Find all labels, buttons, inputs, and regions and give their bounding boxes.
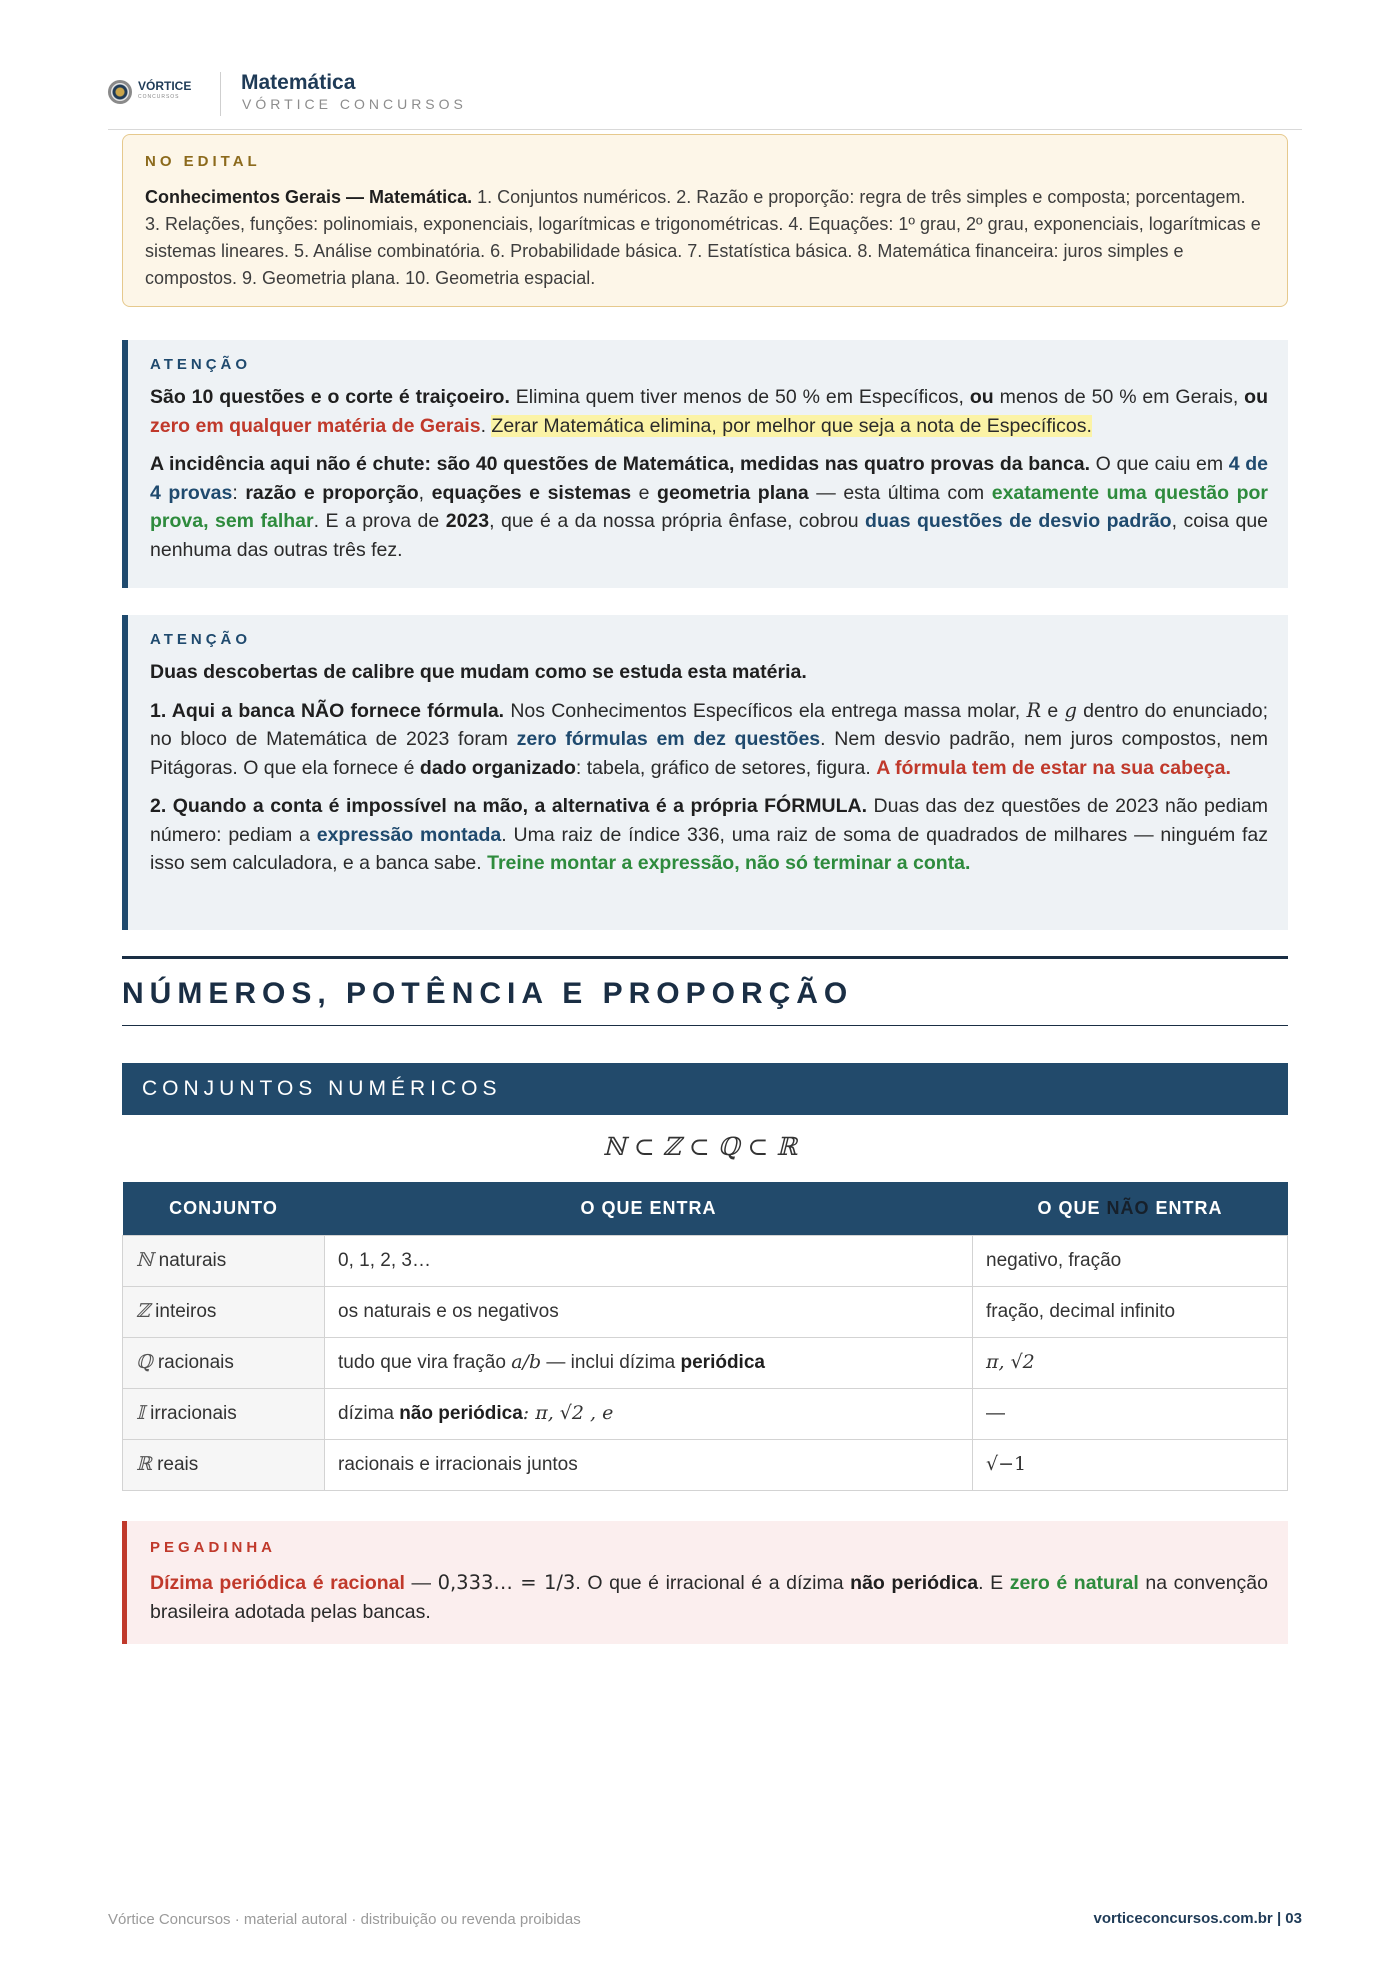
atencao-kicker: ATENÇÃO — [150, 631, 252, 648]
includes-cell: tudo que vira fração a/b — inclui dízima periódica — [325, 1337, 973, 1388]
excludes-cell: √−1 — [973, 1439, 1288, 1490]
includes-cell: dízima não periódica: π, √2 , e — [325, 1388, 973, 1439]
vortex-logo-icon — [108, 80, 132, 104]
atencao-callout-2 — [122, 615, 1288, 930]
pegadinha-callout — [122, 1521, 1288, 1644]
pegadinha-kicker: PEGADINHA — [150, 1539, 277, 1556]
atencao-kicker: ATENÇÃO — [150, 356, 252, 373]
edital-box — [122, 134, 1288, 307]
table-row — [123, 1235, 1288, 1286]
logo-text: VÓRTICE — [138, 79, 192, 93]
edital-text: Conhecimentos Gerais — Matemática. 1. Conjuntos numéricos. 2. Razão e proporção: regra de três simples e composta; porcentagem. 3. Relações, funções: polinomiais, exponenciais, logarítmicas e trigonométricas. 4. Equações: 1º grau, 2º grau, exponenciais, logarítmicas e sistemas lineares. 5. Análise combinatória. 6. Probabilidade básica. 7. Estatística básica. 8. Matemática financeira: juros simples e compostos. 9. Geometria plana. 10. Geometria espacial. — [145, 187, 1261, 288]
excludes-cell: negativo, fração — [973, 1235, 1288, 1286]
pegadinha-text: Dízima periódica é racional — 0,333… = 1/3. O que é irracional é a dízima não periódica. E zero é natural na convenção brasileira adotada pelas bancas. — [150, 1571, 1268, 1623]
includes-cell: os naturais e os negativos — [325, 1286, 973, 1337]
table-row — [123, 1439, 1288, 1490]
brand-logo — [108, 80, 191, 104]
includes-cell: 0, 1, 2, 3… — [325, 1235, 973, 1286]
set-name-cell: ℕ naturais — [123, 1235, 325, 1286]
highlighted-text: Zerar Matemática elimina, por melhor que seja a nota de Específicos. — [491, 414, 1092, 437]
excludes-cell: π, √2 — [973, 1337, 1288, 1388]
atencao-callout-1 — [122, 340, 1288, 588]
atencao2-item-2: 2. Quando a conta é impossível na mão, a alternativa é a própria FÓRMULA. Duas das dez questões de 2023 não pediam número: pediam a expressão montada. Uma raiz de índice 336, uma raiz de soma de quadrados de milhares — ninguém faz isso sem calculadora, e a banca sabe. Treine montar a expressão, não só terminar a conta. — [150, 795, 1269, 874]
atencao2-intro: Duas descobertas de calibre que mudam como se estuda esta matéria. — [150, 661, 807, 683]
atencao1-paragraph-2: A incidência aqui não é chute: são 40 questões de Matemática, medidas nas quatro provas da banca. O que caiu em 4 de 4 provas: razão e proporção, equações e sistemas e geometria plana — esta última com exatamente uma questão por prova, sem falhar. E a prova de 2023, que é a da nossa própria ênfase, cobrou duas questões de desvio padrão, coisa que nenhuma das outras três fez. — [150, 453, 1269, 561]
subsection-bar — [122, 1063, 1288, 1115]
section-heading — [122, 956, 1288, 1026]
section-title: NÚMEROS, POTÊNCIA E PROPORÇÃO — [122, 977, 854, 1010]
table-row — [123, 1286, 1288, 1337]
set-name-cell: 𝕀 irracionais — [123, 1388, 325, 1439]
column-header-entra: O QUE ENTRA — [325, 1182, 973, 1235]
table-header-row — [123, 1182, 1288, 1235]
atencao2-item-1: 1. Aqui a banca NÃO fornece fórmula. Nos Conhecimentos Específicos ela entrega massa molar, R e g dentro do enunciado; no bloco de Matemática de 2023 foram zero fórmulas em dez questões. Nem desvio padrão, nem juros compostos, nem Pitágoras. O que ela fornece é dado organizado: tabela, gráfico de setores, figura. A fórmula tem de estar na sua cabeça. — [150, 698, 1268, 779]
edital-kicker: NO EDITAL — [145, 153, 261, 170]
column-header-nao-entra: O QUE NÃO ENTRA — [973, 1182, 1288, 1235]
set-name-cell: ℤ inteiros — [123, 1286, 325, 1337]
page-subtitle: VÓRTICE CONCURSOS — [242, 96, 467, 112]
page-header — [108, 64, 1302, 130]
footer-copyright: Vórtice Concursos · material autoral · distribuição ou revenda proibidas — [108, 1911, 581, 1928]
table-row — [123, 1388, 1288, 1439]
logo-subtext: CONCURSOS — [138, 94, 180, 100]
footer-site-page: vorticeconcursos.com.br | 03 — [1093, 1910, 1302, 1927]
column-header-conjunto: CONJUNTO — [123, 1182, 325, 1235]
atencao1-paragraph-1: São 10 questões e o corte é traiçoeiro. Elimina quem tiver menos de 50 % em Específicos, ou menos de 50 % em Gerais, ou zero em qualquer matéria de Gerais. Zerar Matemática elimina, por melhor que seja a nota de Específicos. — [150, 386, 1268, 437]
number-sets-table — [122, 1182, 1288, 1491]
includes-cell: racionais e irracionais juntos — [325, 1439, 973, 1490]
header-divider — [220, 72, 221, 116]
subsection-title: CONJUNTOS NUMÉRICOS — [142, 1077, 502, 1100]
excludes-cell: — — [973, 1388, 1288, 1439]
excludes-cell: fração, decimal infinito — [973, 1286, 1288, 1337]
page-title: Matemática — [241, 71, 356, 94]
table-row — [123, 1337, 1288, 1388]
sets-inclusion-formula: ℕ ⊂ ℤ ⊂ ℚ ⊂ ℝ — [602, 1132, 798, 1161]
set-name-cell: ℚ racionais — [123, 1337, 325, 1388]
set-name-cell: ℝ reais — [123, 1439, 325, 1490]
